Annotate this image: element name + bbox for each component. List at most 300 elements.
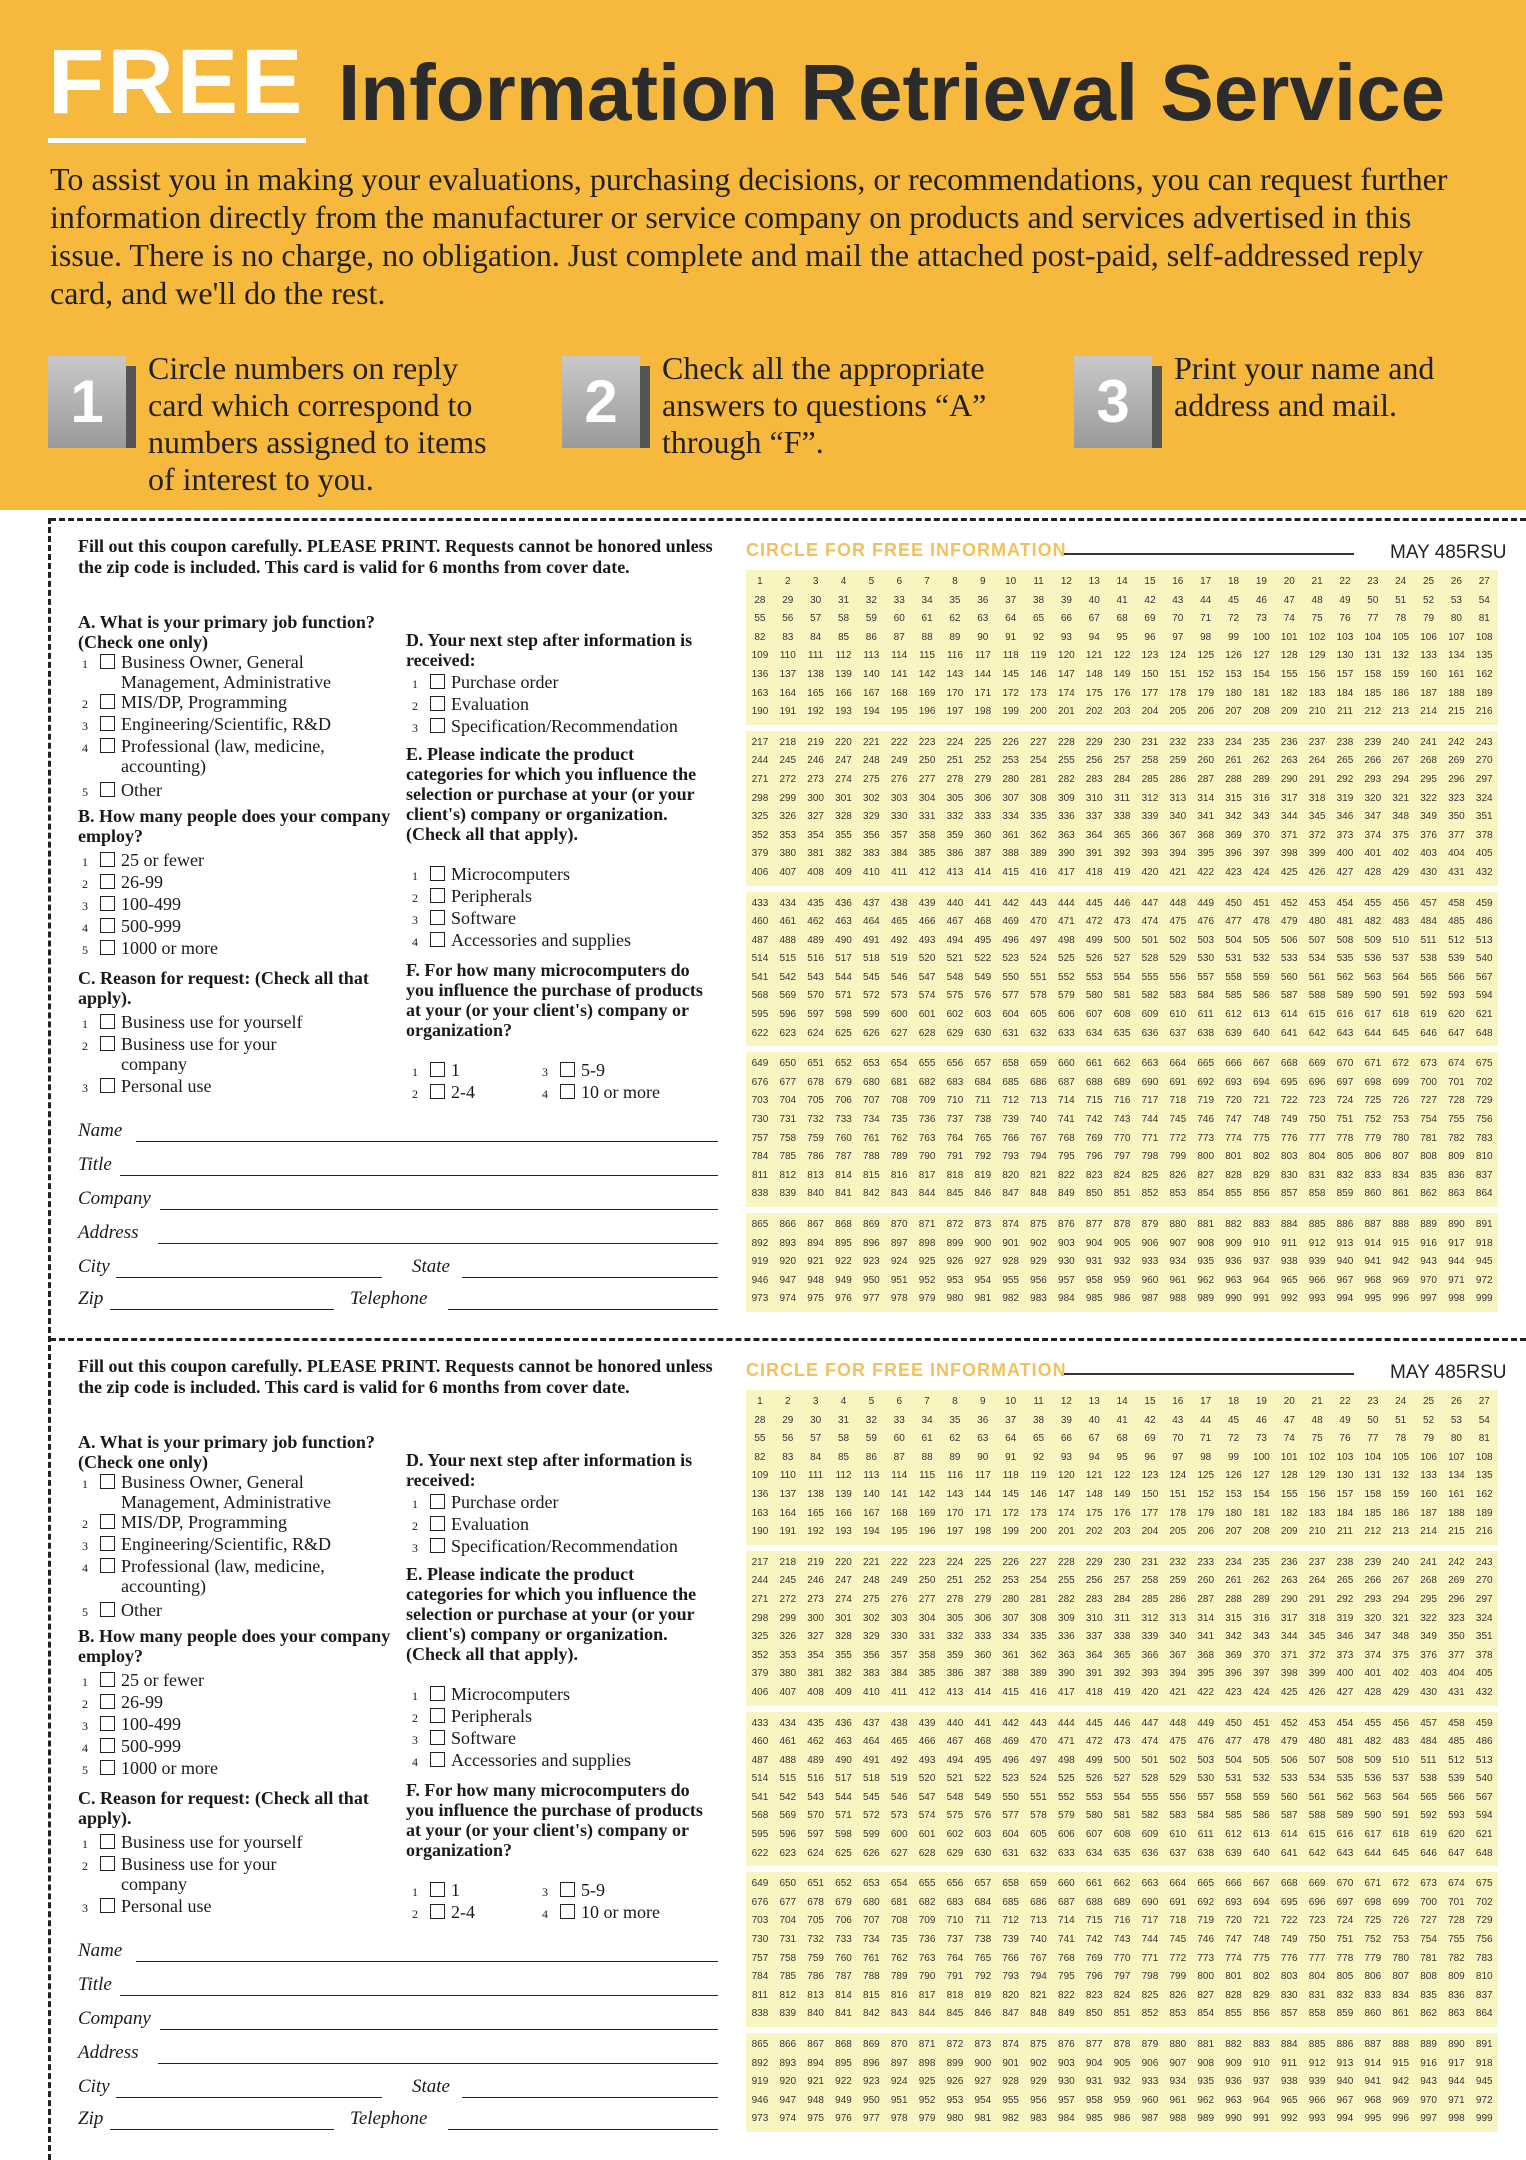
circle-number[interactable]: 966	[1308, 1274, 1326, 1286]
circle-number[interactable]: 992	[1280, 1293, 1298, 1305]
circle-number[interactable]: 883	[1253, 1219, 1270, 1230]
circle-number[interactable]: 591	[1392, 990, 1410, 1002]
circle-number[interactable]: 139	[835, 668, 852, 680]
circle-number[interactable]: 470	[1030, 1736, 1047, 1748]
circle-number[interactable]: 971	[1448, 1274, 1465, 1286]
circle-number[interactable]: 728	[1448, 1095, 1465, 1107]
circle-number[interactable]: 663	[1141, 1878, 1159, 1890]
circle-number[interactable]: 337	[1085, 811, 1103, 823]
circle-number[interactable]: 273	[807, 1593, 824, 1605]
circle-number[interactable]: 97	[1172, 631, 1184, 643]
checkbox[interactable]	[100, 1694, 115, 1709]
circle-number[interactable]: 40	[1088, 594, 1100, 606]
circle-number[interactable]: 55	[754, 1433, 766, 1445]
circle-number[interactable]: 594	[1475, 1810, 1493, 1822]
circle-number[interactable]: 959	[1113, 2094, 1131, 2106]
circle-number[interactable]: 188	[1448, 1507, 1465, 1519]
circle-number[interactable]: 887	[1364, 2039, 1382, 2050]
circle-number[interactable]: 258	[1141, 1575, 1159, 1587]
circle-number[interactable]: 482	[1364, 916, 1382, 928]
circle-number[interactable]: 395	[1197, 1668, 1215, 1680]
circle-number[interactable]: 64	[1005, 613, 1017, 625]
circle-number[interactable]: 392	[1113, 1668, 1131, 1680]
circle-number[interactable]: 630	[974, 1027, 992, 1039]
circle-number[interactable]: 369	[1225, 829, 1242, 841]
circle-number[interactable]: 153	[1225, 1488, 1242, 1500]
circle-number[interactable]: 800	[1197, 1971, 1215, 1983]
circle-number[interactable]: 530	[1197, 953, 1215, 965]
circle-number[interactable]: 3	[812, 576, 819, 587]
circle-number[interactable]: 176	[1113, 1507, 1131, 1519]
circle-number[interactable]: 55	[754, 613, 766, 625]
circle-number[interactable]: 462	[807, 1736, 824, 1748]
circle-number[interactable]: 997	[1420, 1293, 1437, 1305]
circle-number[interactable]: 836	[1448, 1989, 1465, 2001]
circle-number[interactable]: 291	[1308, 1593, 1326, 1605]
circle-number[interactable]: 774	[1225, 1952, 1242, 1964]
circle-number[interactable]: 528	[1141, 953, 1159, 965]
circle-number[interactable]: 50	[1367, 594, 1379, 606]
circle-number[interactable]: 978	[890, 2113, 908, 2125]
circle-number[interactable]: 921	[807, 2076, 824, 2088]
circle-number[interactable]: 765	[974, 1952, 992, 1964]
circle-number[interactable]: 881	[1197, 2039, 1215, 2050]
circle-number[interactable]: 925	[918, 1256, 936, 1268]
circle-number[interactable]: 573	[890, 990, 908, 1002]
circle-number[interactable]: 539	[1448, 1773, 1465, 1785]
circle-number[interactable]: 430	[1420, 866, 1437, 878]
circle-number[interactable]: 965	[1280, 2094, 1298, 2106]
circle-number[interactable]: 253	[1002, 755, 1019, 767]
circle-number[interactable]: 176	[1113, 687, 1131, 699]
circle-number[interactable]: 73	[1255, 613, 1267, 625]
circle-number[interactable]: 935	[1197, 1256, 1215, 1268]
circle-number[interactable]: 892	[751, 1237, 769, 1249]
circle-number[interactable]: 249	[890, 755, 908, 767]
circle-number[interactable]: 937	[1253, 1256, 1270, 1268]
circle-number[interactable]: 997	[1420, 2113, 1437, 2125]
circle-number[interactable]: 395	[1197, 848, 1215, 860]
circle-number[interactable]: 621	[1475, 1009, 1493, 1021]
circle-number[interactable]: 597	[807, 1829, 824, 1841]
circle-number[interactable]: 272	[779, 1593, 797, 1605]
circle-number[interactable]: 857	[1280, 1188, 1298, 1200]
circle-number[interactable]: 723	[1308, 1095, 1326, 1107]
circle-number[interactable]: 245	[779, 755, 797, 767]
circle-number[interactable]: 169	[918, 1507, 936, 1519]
option-c2[interactable]: 2 Business use for your company	[82, 1034, 277, 1074]
option-c3[interactable]: 3 Personal use	[82, 1896, 212, 1916]
circle-number[interactable]: 277	[918, 1593, 936, 1605]
circle-number[interactable]: 79	[1422, 1433, 1435, 1445]
circle-number[interactable]: 276	[890, 1593, 908, 1605]
circle-number[interactable]: 908	[1197, 1237, 1215, 1249]
circle-number[interactable]: 924	[890, 1256, 908, 1268]
circle-number[interactable]: 980	[946, 1293, 964, 1305]
circle-number[interactable]: 882	[1225, 2039, 1242, 2050]
circle-number[interactable]: 868	[835, 2039, 852, 2050]
circle-number[interactable]: 163	[751, 1507, 769, 1519]
circle-number[interactable]: 427	[1336, 866, 1354, 878]
circle-number[interactable]: 41	[1116, 1414, 1128, 1426]
circle-number[interactable]: 712	[1002, 1095, 1019, 1107]
circle-number[interactable]: 396	[1225, 848, 1242, 860]
circle-number[interactable]: 751	[1336, 1114, 1354, 1126]
circle-number[interactable]: 345	[1308, 811, 1326, 823]
circle-number[interactable]: 341	[1197, 811, 1215, 823]
circle-number[interactable]: 167	[863, 687, 880, 699]
circle-number[interactable]: 932	[1113, 1256, 1131, 1268]
circle-number[interactable]: 480	[1308, 916, 1326, 928]
circle-number[interactable]: 614	[1280, 1009, 1298, 1021]
circle-number[interactable]: 349	[1420, 1631, 1437, 1643]
circle-number[interactable]: 282	[1058, 1593, 1075, 1605]
circle-number[interactable]: 142	[918, 668, 936, 680]
circle-number[interactable]: 641	[1280, 1847, 1298, 1859]
circle-number[interactable]: 612	[1225, 1829, 1242, 1841]
circle-number[interactable]: 835	[1420, 1169, 1437, 1181]
circle-number[interactable]: 647	[1448, 1847, 1465, 1859]
name-field[interactable]: Name	[78, 1940, 718, 1966]
circle-number[interactable]: 47	[1283, 594, 1295, 606]
circle-number[interactable]: 212	[1364, 706, 1382, 718]
circle-number[interactable]: 274	[835, 773, 852, 785]
circle-number[interactable]: 713	[1030, 1095, 1047, 1107]
circle-number[interactable]: 155	[1280, 1488, 1298, 1500]
circle-number[interactable]: 439	[918, 1717, 936, 1729]
circle-number[interactable]: 290	[1280, 773, 1298, 785]
circle-number[interactable]: 478	[1253, 916, 1270, 928]
zip-telephone-field[interactable]: Zip Telephone	[78, 2108, 718, 2134]
circle-number[interactable]: 60	[893, 1433, 905, 1445]
circle-number[interactable]: 12	[1060, 576, 1072, 587]
circle-number[interactable]: 816	[890, 1989, 908, 2001]
circle-number[interactable]: 275	[863, 773, 880, 785]
circle-number[interactable]: 833	[1364, 1989, 1382, 2001]
circle-number[interactable]: 39	[1060, 1414, 1072, 1426]
circle-number[interactable]: 681	[890, 1076, 908, 1088]
circle-number[interactable]: 1	[757, 576, 763, 587]
circle-number[interactable]: 325	[751, 811, 769, 823]
circle-number[interactable]: 741	[1058, 1934, 1075, 1946]
circle-number[interactable]: 110	[779, 650, 796, 662]
circle-number[interactable]: 212	[1364, 1526, 1382, 1538]
circle-number[interactable]: 533	[1280, 1773, 1298, 1785]
circle-number[interactable]: 42	[1144, 1414, 1156, 1426]
circle-number[interactable]: 196	[918, 1526, 936, 1538]
circle-number[interactable]: 295	[1420, 773, 1437, 785]
circle-number[interactable]: 418	[1085, 866, 1103, 878]
circle-number[interactable]: 642	[1308, 1027, 1326, 1039]
circle-number[interactable]: 417	[1058, 1686, 1075, 1698]
circle-number[interactable]: 187	[1420, 687, 1437, 699]
circle-number[interactable]: 554	[1113, 971, 1131, 983]
circle-number[interactable]: 606	[1058, 1009, 1075, 1021]
circle-number[interactable]: 858	[1308, 2008, 1326, 2020]
circle-number[interactable]: 484	[1420, 916, 1437, 928]
circle-number[interactable]: 23	[1367, 576, 1379, 587]
circle-number[interactable]: 761	[863, 1952, 880, 1964]
circle-number[interactable]: 448	[1169, 897, 1187, 909]
circle-number[interactable]: 281	[1030, 1593, 1047, 1605]
circle-number[interactable]: 394	[1169, 1668, 1187, 1680]
circle-number[interactable]: 797	[1113, 1151, 1131, 1163]
circle-number[interactable]: 862	[1420, 2008, 1437, 2020]
checkbox[interactable]	[100, 896, 115, 911]
circle-number[interactable]: 474	[1141, 1736, 1159, 1748]
circle-number[interactable]: 991	[1253, 2113, 1270, 2125]
circle-number[interactable]: 27	[1478, 576, 1490, 587]
circle-number[interactable]: 571	[835, 990, 852, 1002]
circle-number[interactable]: 332	[946, 1631, 964, 1643]
circle-number[interactable]: 774	[1225, 1132, 1242, 1144]
circle-number[interactable]: 798	[1141, 1971, 1159, 1983]
circle-number[interactable]: 768	[1058, 1132, 1075, 1144]
circle-number[interactable]: 409	[835, 866, 852, 878]
circle-number[interactable]: 945	[1475, 1256, 1493, 1268]
circle-number[interactable]: 855	[1225, 1188, 1242, 1200]
circle-number[interactable]: 665	[1197, 1058, 1215, 1070]
circle-number[interactable]: 450	[1225, 897, 1242, 909]
circle-number[interactable]: 242	[1448, 736, 1465, 748]
checkbox[interactable]	[100, 1834, 115, 1849]
checkbox[interactable]	[430, 1494, 445, 1509]
circle-number[interactable]: 303	[890, 1612, 908, 1624]
circle-number[interactable]: 906	[1141, 2057, 1159, 2069]
circle-number[interactable]: 72	[1227, 1433, 1240, 1445]
circle-number[interactable]: 44	[1200, 594, 1212, 606]
circle-number[interactable]: 977	[863, 2113, 880, 2125]
circle-number[interactable]: 552	[1058, 1791, 1075, 1803]
circle-number[interactable]: 491	[863, 1754, 880, 1766]
circle-number[interactable]: 154	[1253, 1488, 1270, 1500]
circle-number[interactable]: 609	[1141, 1009, 1159, 1021]
circle-number[interactable]: 297	[1475, 773, 1493, 785]
circle-number[interactable]: 39	[1060, 594, 1072, 606]
circle-number[interactable]: 373	[1336, 829, 1354, 841]
circle-number[interactable]: 772	[1169, 1952, 1187, 1964]
circle-number[interactable]: 37	[1005, 594, 1017, 606]
checkbox[interactable]	[100, 940, 115, 955]
circle-number[interactable]: 546	[890, 1791, 908, 1803]
circle-number[interactable]: 465	[890, 916, 908, 928]
circle-number[interactable]: 259	[1169, 1575, 1187, 1587]
option-a2[interactable]: 2 MIS/DP, Programming	[82, 1512, 288, 1532]
circle-number[interactable]: 67	[1088, 613, 1100, 625]
circle-number[interactable]: 413	[946, 866, 964, 878]
circle-number[interactable]: 440	[946, 1717, 964, 1729]
circle-number[interactable]: 727	[1420, 1915, 1437, 1927]
circle-number[interactable]: 742	[1085, 1934, 1103, 1946]
circle-number[interactable]: 165	[807, 1507, 824, 1519]
circle-number[interactable]: 531	[1225, 1773, 1242, 1785]
circle-number[interactable]: 135	[1475, 650, 1493, 662]
circle-number[interactable]: 328	[835, 1631, 852, 1643]
checkbox[interactable]	[430, 910, 445, 925]
circle-number[interactable]: 220	[835, 736, 852, 748]
circle-number[interactable]: 33	[893, 1414, 905, 1426]
circle-number[interactable]: 84	[810, 1451, 822, 1463]
circle-number[interactable]: 596	[779, 1829, 797, 1841]
circle-number[interactable]: 458	[1448, 1717, 1465, 1729]
circle-number[interactable]: 89	[949, 1451, 961, 1463]
circle-number[interactable]: 739	[1002, 1114, 1019, 1126]
circle-number[interactable]: 995	[1364, 2113, 1382, 2125]
circle-number[interactable]: 32	[865, 594, 877, 606]
circle-number[interactable]: 77	[1367, 613, 1379, 625]
circle-number[interactable]: 828	[1225, 1169, 1242, 1181]
circle-number[interactable]: 336	[1058, 811, 1075, 823]
circle-number[interactable]: 234	[1225, 736, 1242, 748]
circle-number[interactable]: 506	[1280, 1754, 1298, 1766]
circle-number[interactable]: 918	[1475, 1237, 1493, 1249]
circle-number[interactable]: 13	[1088, 1396, 1100, 1407]
circle-number[interactable]: 978	[890, 1293, 908, 1305]
circle-number[interactable]: 947	[779, 2094, 797, 2106]
circle-number[interactable]: 47	[1283, 1414, 1295, 1426]
circle-number[interactable]: 483	[1392, 1736, 1410, 1748]
circle-number[interactable]: 363	[1058, 829, 1075, 841]
circle-number[interactable]: 22	[1339, 576, 1351, 587]
circle-number[interactable]: 872	[946, 1219, 964, 1230]
circle-number[interactable]: 275	[863, 1593, 880, 1605]
circle-number[interactable]: 979	[918, 2113, 936, 2125]
circle-number[interactable]: 576	[974, 990, 992, 1002]
circle-number[interactable]: 502	[1169, 934, 1187, 946]
circle-number[interactable]: 172	[1002, 687, 1019, 699]
circle-number[interactable]: 113	[863, 1470, 880, 1482]
circle-number[interactable]: 81	[1478, 1433, 1490, 1445]
circle-number[interactable]: 30	[810, 594, 822, 606]
circle-number[interactable]: 828	[1225, 1989, 1242, 2001]
circle-number[interactable]: 462	[807, 916, 824, 928]
circle-number[interactable]: 91	[1005, 631, 1017, 643]
circle-number[interactable]: 460	[751, 1736, 769, 1748]
circle-number[interactable]: 806	[1364, 1151, 1382, 1163]
circle-number[interactable]: 423	[1225, 1686, 1242, 1698]
circle-number[interactable]: 294	[1392, 1593, 1410, 1605]
circle-number[interactable]: 584	[1197, 1810, 1215, 1822]
circle-number[interactable]: 141	[890, 668, 908, 680]
circle-number[interactable]: 840	[807, 2008, 824, 2020]
circle-number[interactable]: 573	[890, 1810, 908, 1822]
circle-number[interactable]: 786	[807, 1971, 824, 1983]
circle-number[interactable]: 863	[1448, 1188, 1465, 1200]
circle-number[interactable]: 472	[1085, 1736, 1103, 1748]
circle-number[interactable]: 132	[1392, 1470, 1410, 1482]
circle-number[interactable]: 523	[1002, 1773, 1019, 1785]
circle-number[interactable]: 105	[1392, 1451, 1410, 1463]
circle-number[interactable]: 877	[1085, 2039, 1103, 2050]
circle-number[interactable]: 28	[754, 594, 766, 606]
circle-number[interactable]: 780	[1392, 1952, 1410, 1964]
circle-number[interactable]: 864	[1475, 2008, 1493, 2020]
circle-number[interactable]: 633	[1058, 1847, 1075, 1859]
circle-number[interactable]: 798	[1141, 1151, 1159, 1163]
circle-number[interactable]: 143	[946, 668, 964, 680]
circle-number[interactable]: 481	[1336, 916, 1354, 928]
circle-number[interactable]: 243	[1475, 1556, 1493, 1568]
circle-number[interactable]: 905	[1113, 1237, 1131, 1249]
circle-number[interactable]: 147	[1058, 668, 1075, 680]
circle-number[interactable]: 502	[1169, 1754, 1187, 1766]
circle-number[interactable]: 314	[1197, 1612, 1215, 1624]
circle-number[interactable]: 507	[1308, 934, 1326, 946]
circle-number[interactable]: 723	[1308, 1915, 1326, 1927]
circle-number[interactable]: 938	[1280, 2076, 1298, 2088]
circle-number[interactable]: 600	[890, 1009, 908, 1021]
circle-number[interactable]: 311	[1114, 792, 1131, 804]
circle-number[interactable]: 456	[1392, 897, 1410, 909]
circle-number[interactable]: 248	[863, 755, 880, 767]
circle-number[interactable]: 159	[1392, 668, 1410, 680]
circle-number[interactable]: 752	[1364, 1114, 1382, 1126]
circle-number[interactable]: 362	[1030, 829, 1047, 841]
circle-number[interactable]: 804	[1308, 1971, 1326, 1983]
circle-number[interactable]: 973	[751, 2113, 769, 2125]
circle-number[interactable]: 782	[1448, 1132, 1465, 1144]
circle-number[interactable]: 949	[835, 1274, 852, 1286]
circle-number[interactable]: 150	[1141, 668, 1159, 680]
circle-number[interactable]: 684	[974, 1896, 992, 1908]
circle-number[interactable]: 446	[1113, 897, 1131, 909]
circle-number[interactable]: 80	[1450, 1433, 1462, 1445]
circle-number[interactable]: 520	[918, 953, 936, 965]
circle-number[interactable]: 561	[1308, 971, 1326, 983]
circle-number[interactable]: 628	[918, 1027, 936, 1039]
circle-number[interactable]: 525	[1058, 953, 1075, 965]
option-b1[interactable]: 1 25 or fewer	[82, 1670, 204, 1690]
circle-number[interactable]: 463	[835, 916, 852, 928]
circle-number[interactable]: 746	[1197, 1114, 1215, 1126]
circle-number[interactable]: 66	[1060, 1433, 1072, 1445]
circle-number[interactable]: 526	[1085, 953, 1103, 965]
circle-number[interactable]: 144	[974, 1488, 992, 1500]
option-f3[interactable]: 3 5-9	[542, 1060, 605, 1080]
circle-number[interactable]: 749	[1280, 1114, 1298, 1126]
circle-number[interactable]: 536	[1364, 1773, 1382, 1785]
circle-number[interactable]: 4	[840, 576, 847, 587]
circle-number[interactable]: 111	[808, 1470, 824, 1482]
circle-number[interactable]: 300	[807, 792, 824, 804]
option-e2[interactable]: 2 Peripherals	[412, 1706, 532, 1726]
circle-number[interactable]: 119	[1030, 1470, 1047, 1482]
circle-number[interactable]: 581	[1113, 990, 1131, 1002]
circle-number[interactable]: 158	[1364, 668, 1382, 680]
circle-number[interactable]: 300	[807, 1612, 824, 1624]
circle-number[interactable]: 512	[1448, 1754, 1465, 1766]
circle-number[interactable]: 618	[1392, 1009, 1410, 1021]
circle-number[interactable]: 913	[1336, 1237, 1354, 1249]
circle-number[interactable]: 338	[1113, 811, 1131, 823]
circle-number[interactable]: 919	[751, 2076, 769, 2088]
circle-number[interactable]: 782	[1448, 1952, 1465, 1964]
circle-number[interactable]: 335	[1030, 811, 1047, 823]
circle-number[interactable]: 602	[946, 1829, 964, 1841]
circle-number[interactable]: 585	[1225, 1810, 1242, 1822]
circle-number[interactable]: 495	[974, 1754, 992, 1766]
circle-number[interactable]: 23	[1367, 1396, 1379, 1407]
circle-number[interactable]: 127	[1253, 650, 1270, 662]
circle-number[interactable]: 429	[1392, 1686, 1410, 1698]
circle-number[interactable]: 930	[1058, 2076, 1075, 2088]
circle-number[interactable]: 45	[1227, 1414, 1240, 1426]
circle-number[interactable]: 691	[1169, 1076, 1187, 1088]
circle-number[interactable]: 12	[1060, 1396, 1072, 1407]
circle-number[interactable]: 85	[837, 1451, 850, 1463]
circle-number[interactable]: 556	[1169, 1791, 1187, 1803]
circle-number[interactable]: 266	[1364, 1575, 1382, 1587]
